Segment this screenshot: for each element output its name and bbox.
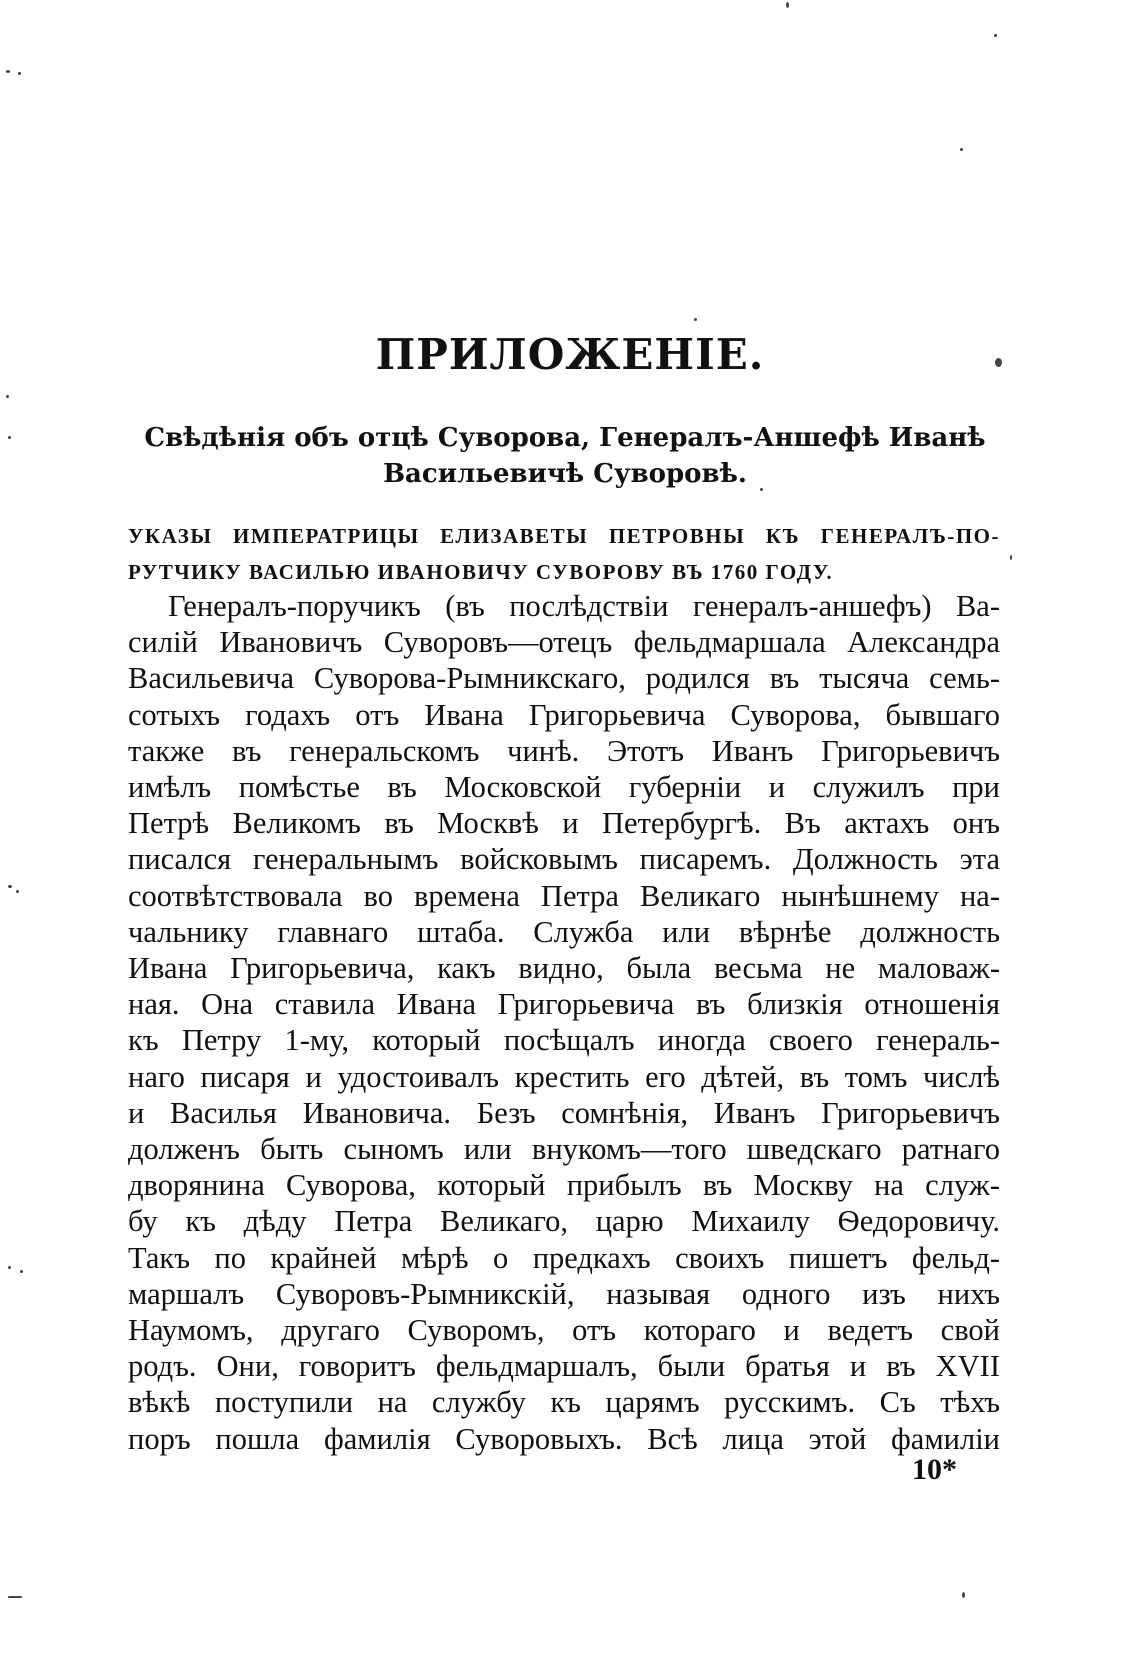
decree-heading	[128, 518, 1000, 590]
scan-speck	[16, 890, 19, 893]
scan-speck	[760, 488, 763, 491]
scan-speck	[8, 1596, 22, 1598]
text-line: поръ пошла фамилія Суворовыхъ. Всѣ лица этой фамиліи	[128, 1421, 1000, 1456]
text-line: имѣлъ помѣстье въ Московской губерніи и служилъ при	[128, 770, 1000, 805]
page-number: 10*	[912, 1453, 957, 1486]
scan-speck	[694, 318, 697, 321]
page-title: ПРИЛОЖЕНІЕ.	[375, 330, 765, 379]
section-subtitle: Свѣдѣнія объ отцѣ Суворова, Генералъ-Аншефѣ Иванѣ Васильевичѣ Суворовѣ.	[144, 423, 986, 489]
text-line: Генералъ-поручикъ (въ послѣдствіи генералъ-аншефъ) Ва-	[168, 589, 1000, 623]
scan-speck	[6, 70, 10, 73]
text-line: ная. Она ставила Ивана Григорьевича въ близкія отношенія	[128, 987, 1000, 1022]
text-line: также въ генеральскомъ чинѣ. Этотъ Иванъ Григорьевичъ	[128, 733, 1000, 768]
text-line: сотыхъ годахъ отъ Ивана Григорьевича Суворова, бывшаго	[128, 697, 1000, 732]
text-line: Такъ по крайней мѣрѣ о предкахъ своихъ пишетъ фельд-	[128, 1240, 1000, 1275]
text-line: вѣкѣ поступили на службу къ царямъ русскимъ. Съ тѣхъ	[128, 1385, 1000, 1420]
text-line: долженъ быть сыномъ или внукомъ—того шведскаго ратнаго	[128, 1132, 1000, 1167]
body-paragraph	[128, 588, 1000, 1457]
scan-speck	[962, 1592, 965, 1598]
scan-speck	[8, 436, 11, 439]
text-line: къ Петру 1-му, который посѣщалъ иногда своего генераль-	[128, 1023, 1000, 1058]
decree-line-1: УКАЗЫ ИМПЕРАТРИЦЫ ЕЛИЗАВЕТЫ ПЕТРОВНЫ КЪ ГЕНЕРАЛЪ-ПО-	[128, 524, 1000, 548]
scan-speck	[960, 148, 963, 151]
text-line: писался генеральнымъ войсковымъ писаремъ. Должность эта	[128, 842, 1000, 877]
scan-speck	[8, 885, 12, 888]
text-line: маршалъ Суворовъ-Рымникскій, называя одного изъ нихъ	[128, 1276, 1000, 1311]
text-line: дворянина Суворова, который прибылъ въ Москву на служ-	[128, 1168, 1000, 1203]
text-line: силій Ивановичъ Суворовъ—отецъ фельдмаршала Александра	[128, 625, 1000, 660]
scan-speck	[995, 358, 1002, 367]
text-line: Ивана Григорьевича, какъ видно, была весьма не маловаж-	[128, 951, 1000, 986]
text-line: Наумомъ, другаго Суворомъ, отъ котораго и ведетъ свой	[128, 1313, 1000, 1348]
text-line: Петрѣ Великомъ въ Москвѣ и Петербургѣ. Въ актахъ онъ	[128, 806, 1000, 841]
decree-line-2: РУТЧИКУ ВАСИЛЬЮ ИВАНОВИЧУ СУВОРОВУ ВЪ 1760 ГОДУ.	[128, 560, 834, 584]
text-line: чальнику главнаго штаба. Служба или вѣрнѣе должность	[128, 914, 1000, 949]
scan-speck	[994, 34, 997, 37]
text-line: родъ. Они, говоритъ фельдмаршалъ, были братья и въ XVII	[128, 1349, 1000, 1384]
scan-speck	[786, 2, 789, 8]
scan-speck	[1010, 555, 1012, 560]
scan-speck	[20, 1270, 23, 1273]
text-line: бу къ дѣду Петра Великаго, царю Михаилу Ѳедоровичу.	[128, 1204, 1000, 1239]
scan-speck	[8, 1266, 11, 1269]
text-line: соотвѣтствовала во времена Петра Великаго нынѣшнему на-	[128, 878, 1000, 913]
text-line: и Василья Ивановича. Безъ сомнѣнія, Иванъ Григорьевичъ	[128, 1095, 1000, 1130]
scan-speck	[18, 72, 21, 75]
scan-speck	[6, 395, 9, 398]
text-line: Васильевича Суворова-Рымникскаго, родился въ тысяча семь-	[128, 661, 1000, 696]
text-line: наго писаря и удостоивалъ крестить его дѣтей, въ томъ числѣ	[128, 1059, 1000, 1094]
